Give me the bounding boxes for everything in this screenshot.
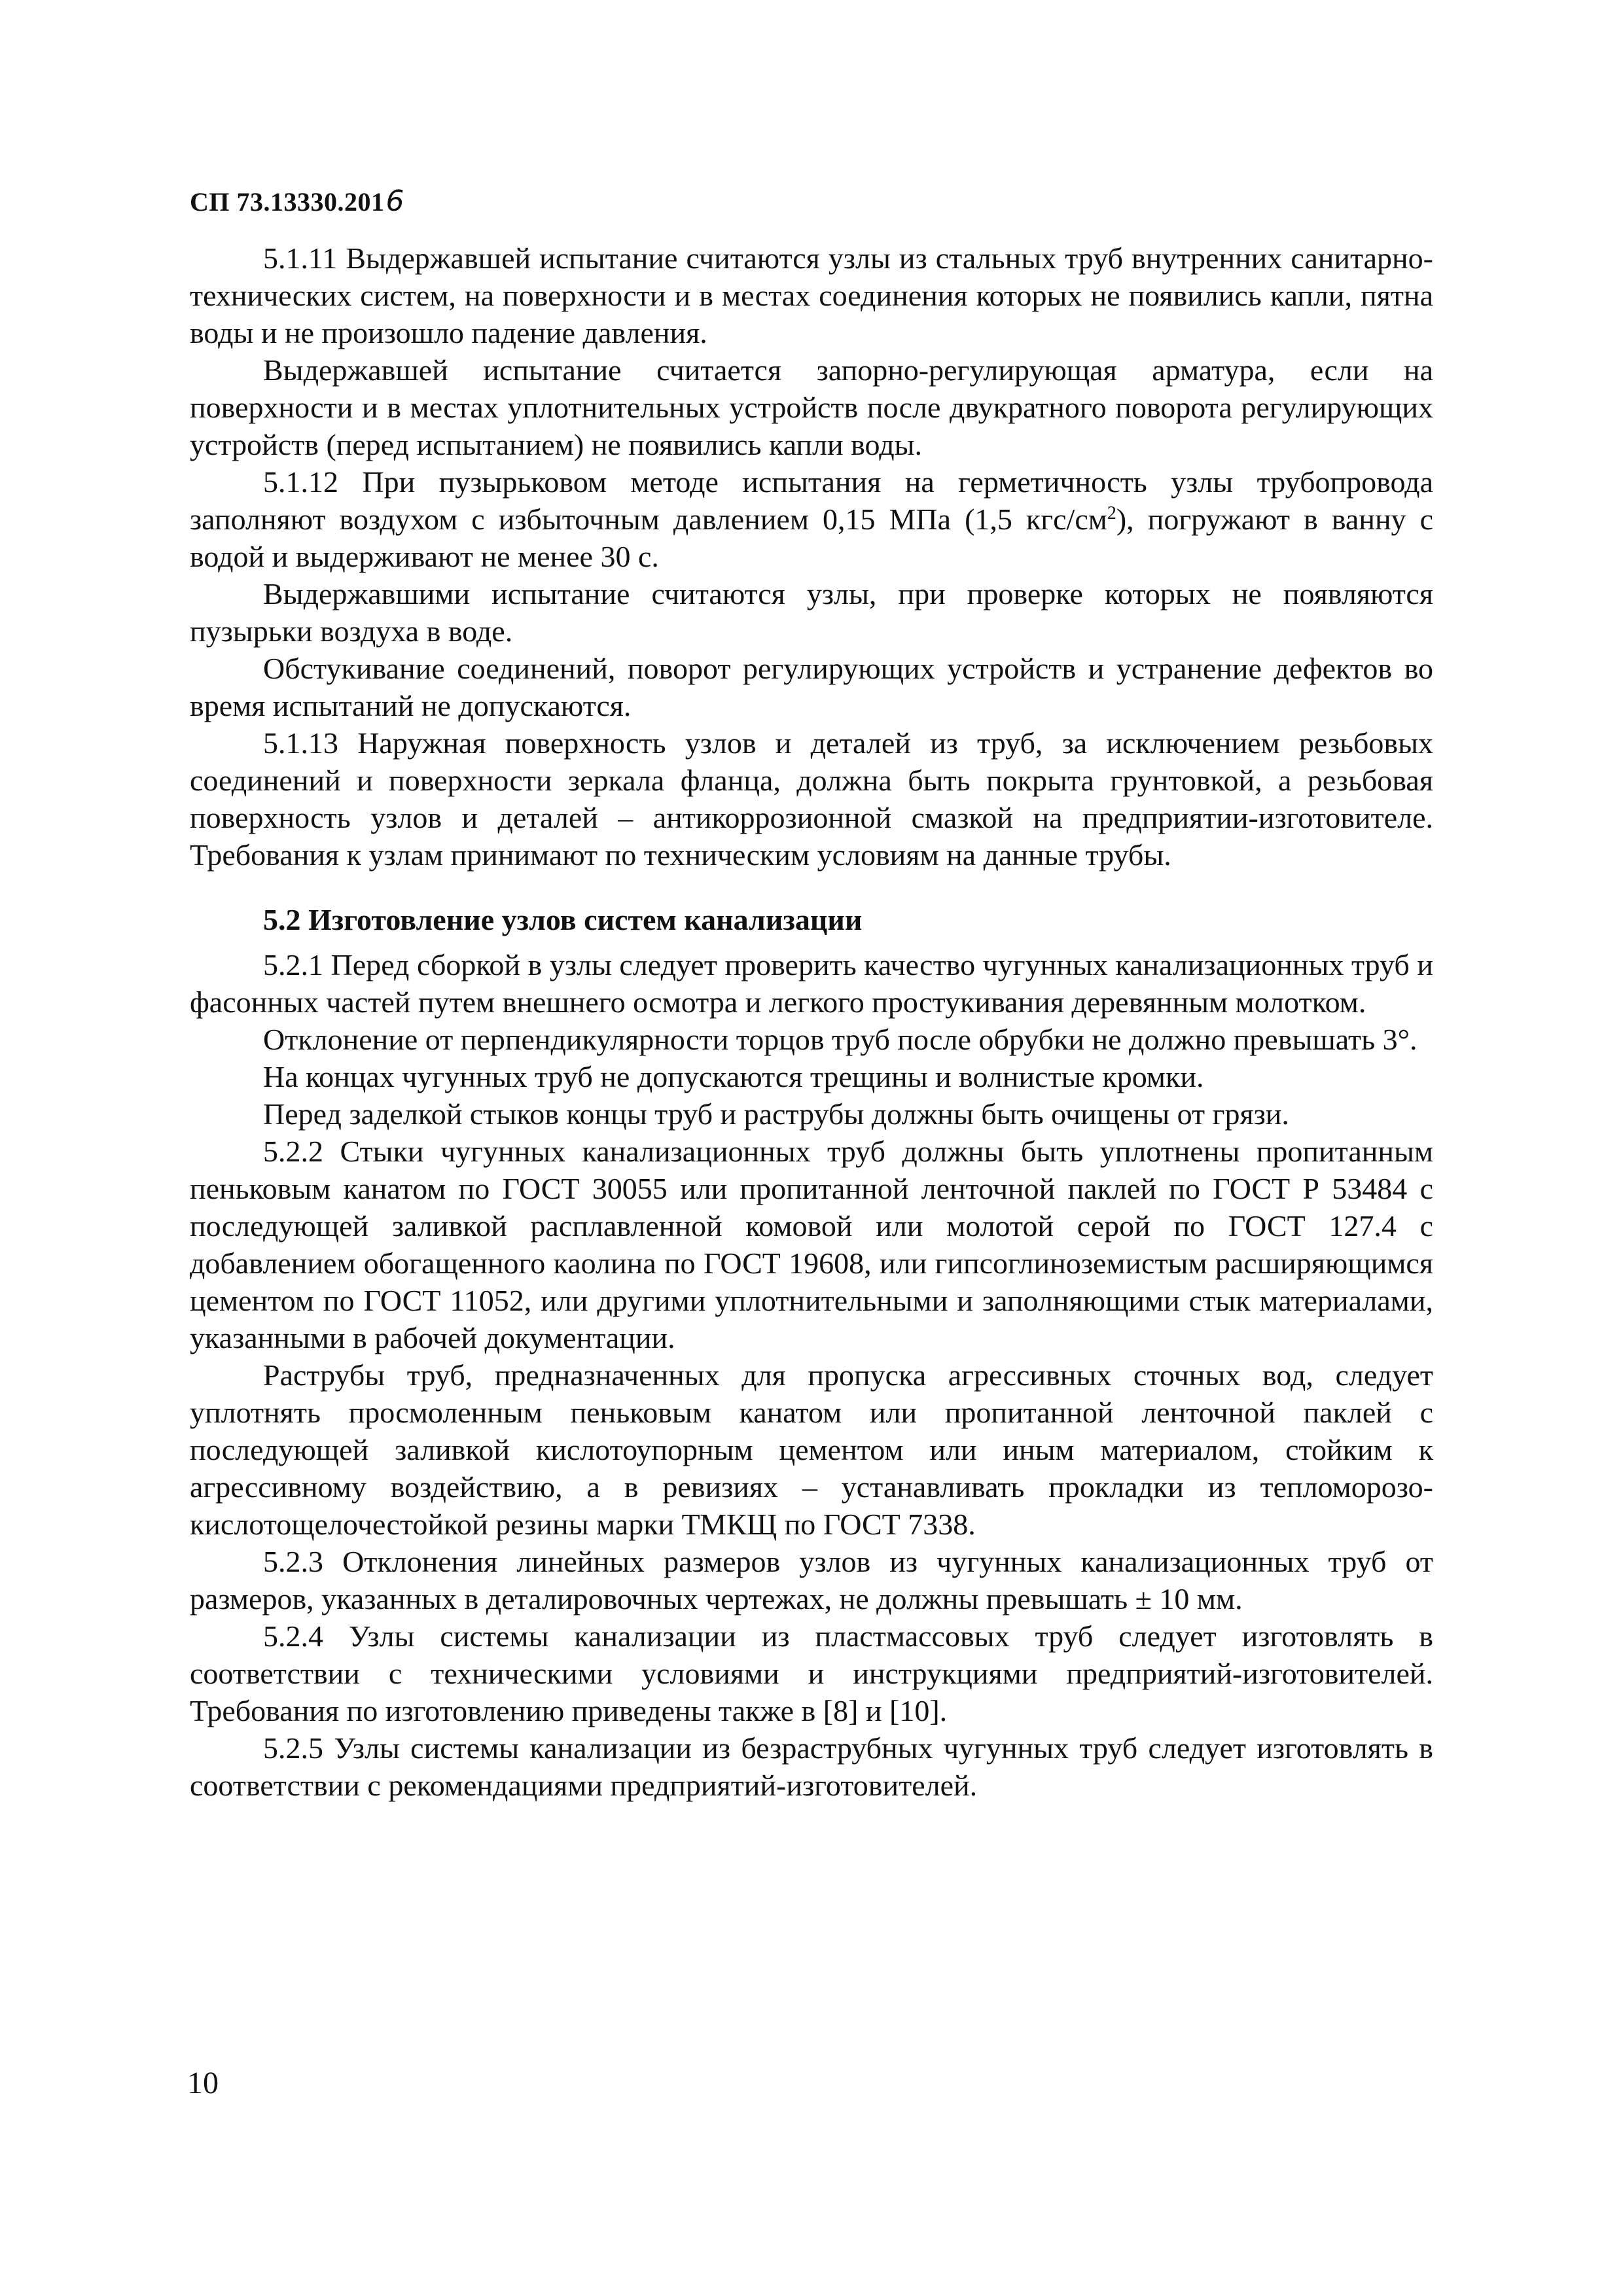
paragraph-cleaning: Перед заделкой стыков концы труб и раструбы должны быть очищены от грязи.	[263, 1097, 1289, 1131]
superscript-2: 2	[1107, 503, 1116, 523]
document-body	[190, 239, 1433, 1804]
paragraph-5-1-12-end: ), погружают в ванну с водой и выдерживают не менее 30 с.	[190, 503, 1433, 573]
page-number: 10	[187, 2066, 219, 2100]
paragraph-valve-test: Выдержавшей испытание считается запорно-регулирующая арматура, если на поверхности и в местах уплотнительных устройств после двукратного поворота регулирующих устройств (перед испытанием) не появились капли воды.	[190, 353, 1433, 461]
paragraph-5-1-12-start: 5.1.12 При пузырьковом методе испытания на герметичность узлы трубопровода заполняют воздухом с избыточным давлением 0,15 МПа (1,5 кгс/см	[190, 465, 1433, 536]
paragraph-5-2-1: 5.2.1 Перед сборкой в узлы следует проверить качество чугунных канализационных труб и фасонных частей путем внешнего осмотра и легкого простукивания деревянным молотком.	[190, 948, 1433, 1019]
paragraph-5-2-4: 5.2.4 Узлы системы канализации из пластмассовых труб следует изготовлять в соответствии с техническими условиями и инструкциями предприятий-изготовителей. Требования по изготовлению приведены также в [8] и [10].	[190, 1619, 1433, 1727]
paragraph-cracks: На концах чугунных труб не допускаются трещины и волнистые кромки.	[263, 1060, 1204, 1093]
section-heading-5-2: 5.2 Изготовление узлов систем канализации	[263, 903, 863, 936]
document-code-header	[190, 185, 404, 218]
paragraph-5-1-12	[190, 463, 1433, 575]
paragraph-5-2-3: 5.2.3 Отклонения линейных размеров узлов из чугунных канализационных труб от размеров, указанных в деталировочных чертежах, не должны превышать ± 10 мм.	[190, 1545, 1433, 1616]
handwritten-year-digit: 6	[385, 185, 404, 218]
paragraph-5-2-2: 5.2.2 Стыки чугунных канализационных труб должны быть уплотнены пропитанным пеньковым канатом по ГОСТ 30055 или пропитанной ленточной паклей по ГОСТ Р 53484 с последующей заливкой расплавленной комовой или молотой серой по ГОСТ 127.4 с добавлением обогащенного каолина по ГОСТ 19608, или гипсоглиноземистым расширяющимся цементом по ГОСТ 11052, или другими уплотнительными и заполняющими стык материалами, указанными в рабочей документации.	[190, 1135, 1433, 1354]
paragraph-aggressive-sockets: Раструбы труб, предназначенных для пропуска агрессивных сточных вод, следует уплотнять просмоленным пеньковым канатом или пропитанной ленточной паклей с последующей заливкой кислотоупорным цементом или иным материалом, стойким к агрессивному воздействию, а в ревизиях – устанавливать прокладки из тепломорозо-кислотощелочестойкой резины марки ТМКЩ по ГОСТ 7338.	[190, 1358, 1433, 1541]
paragraph-bubble-result: Выдержавшими испытание считаются узлы, при проверке которых не появляются пузырьки воздуха в воде.	[190, 577, 1433, 648]
paragraph-perpendicularity: Отклонение от перпендикулярности торцов труб после обрубки не должно превышать 3°.	[263, 1023, 1418, 1056]
document-code: СП 73.13330.201	[190, 187, 385, 217]
paragraph-5-1-11: 5.1.11 Выдержавшей испытание считаются узлы из стальных труб внутренних санитарно-технических систем, на поверхности и в местах соединения которых не появились капли, пятна воды и не произошло падение давления.	[190, 241, 1433, 349]
paragraph-5-1-13: 5.1.13 Наружная поверхность узлов и деталей из труб, за исключением резьбовых соединений и поверхности зеркала фланца, должна быть покрыта грунтовкой, а резьбовая поверхность узлов и деталей – антикоррозионной смазкой на предприятии-изготовителе. Требования к узлам принимают по техническим условиям на данные трубы.	[190, 726, 1433, 872]
paragraph-tapping-forbidden: Обстукивание соединений, поворот регулирующих устройств и устранение дефектов во время испытаний не допускаются.	[190, 652, 1433, 722]
paragraph-5-2-5: 5.2.5 Узлы системы канализации из безраструбных чугунных труб следует изготовлять в соответствии с рекомендациями предприятий-изготовителей.	[190, 1731, 1433, 1802]
